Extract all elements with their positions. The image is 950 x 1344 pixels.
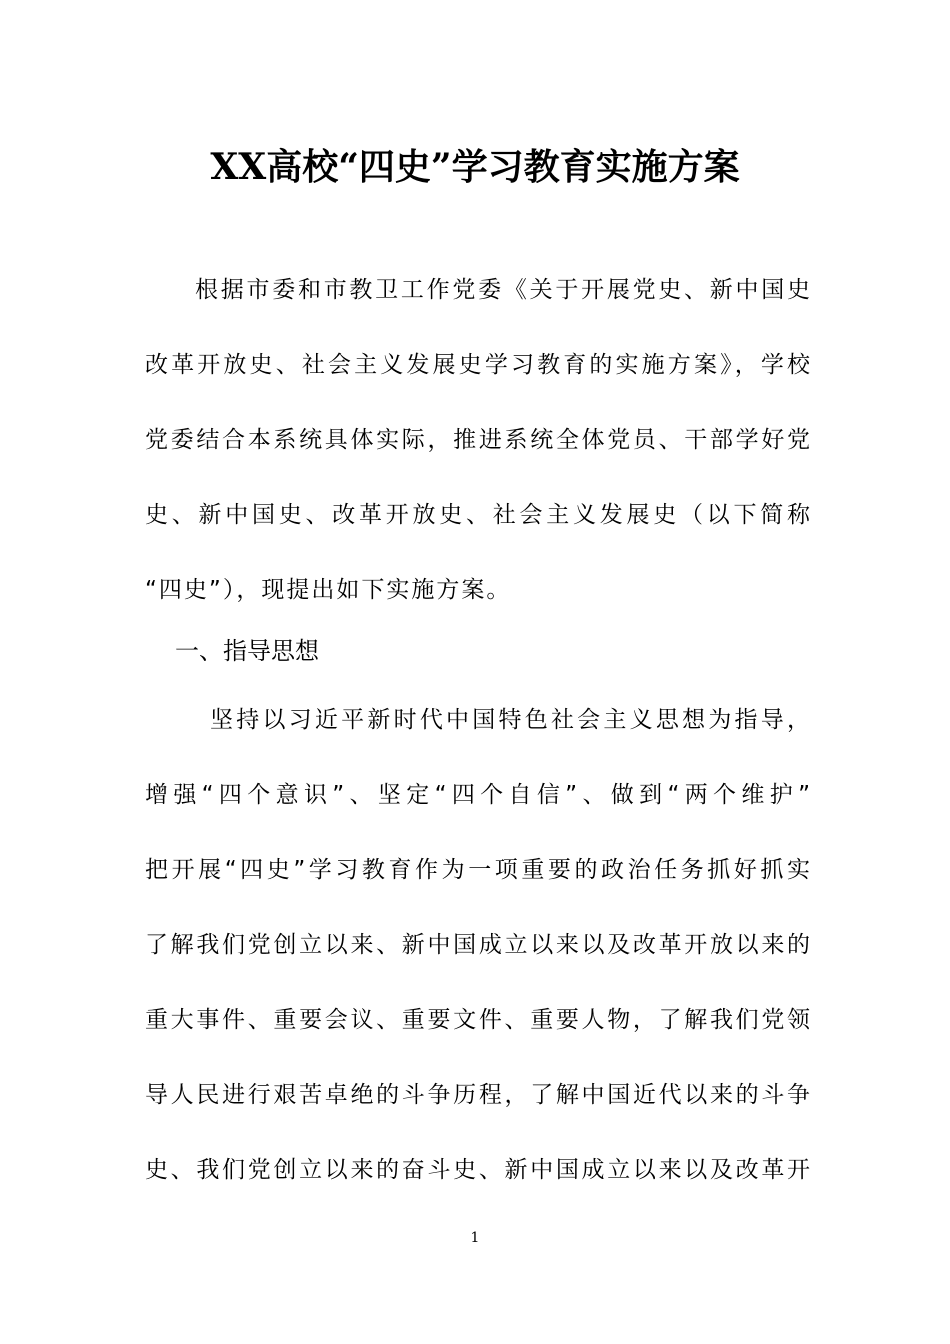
intro-line-3: 党委结合本系统具体实际，推进系统全体党员、干部学好党 — [145, 427, 810, 453]
intro-line-1: 根据市委和市教卫工作党委《关于开展党史、新中国史 — [195, 277, 810, 303]
intro-line-4: 史、新中国史、改革开放史、社会主义发展史（以下简称 — [145, 502, 810, 528]
section-line-6: 导人民进行艰苦卓绝的斗争历程，了解中国近代以来的斗争 — [145, 1082, 810, 1108]
section-line-3: 把开展“四史”学习教育作为一项重要的政治任务抓好抓实 — [145, 857, 810, 883]
section-line-7: 史、我们党创立以来的奋斗史、新中国成立以来以及改革开 — [145, 1157, 810, 1183]
document-title: XX高校“四史”学习教育实施方案 — [210, 146, 740, 188]
section-line-4: 了解我们党创立以来、新中国成立以来以及改革开放以来的 — [145, 932, 810, 958]
intro-line-5: “四史”），现提出如下实施方案。 — [145, 577, 512, 603]
section-line-2: 增强“四个意识”、坚定“四个自信”、做到“两个维护” — [145, 782, 810, 808]
section-line-1: 坚持以习近平新时代中国特色社会主义思想为指导， — [210, 707, 810, 733]
intro-line-2: 改革开放史、社会主义发展史学习教育的实施方案》，学校 — [145, 352, 810, 378]
section-line-5: 重大事件、重要会议、重要文件、重要人物，了解我们党领 — [145, 1007, 810, 1033]
page-number: 1 — [470, 1230, 480, 1246]
section-heading: 一、指导思想 — [175, 637, 319, 665]
